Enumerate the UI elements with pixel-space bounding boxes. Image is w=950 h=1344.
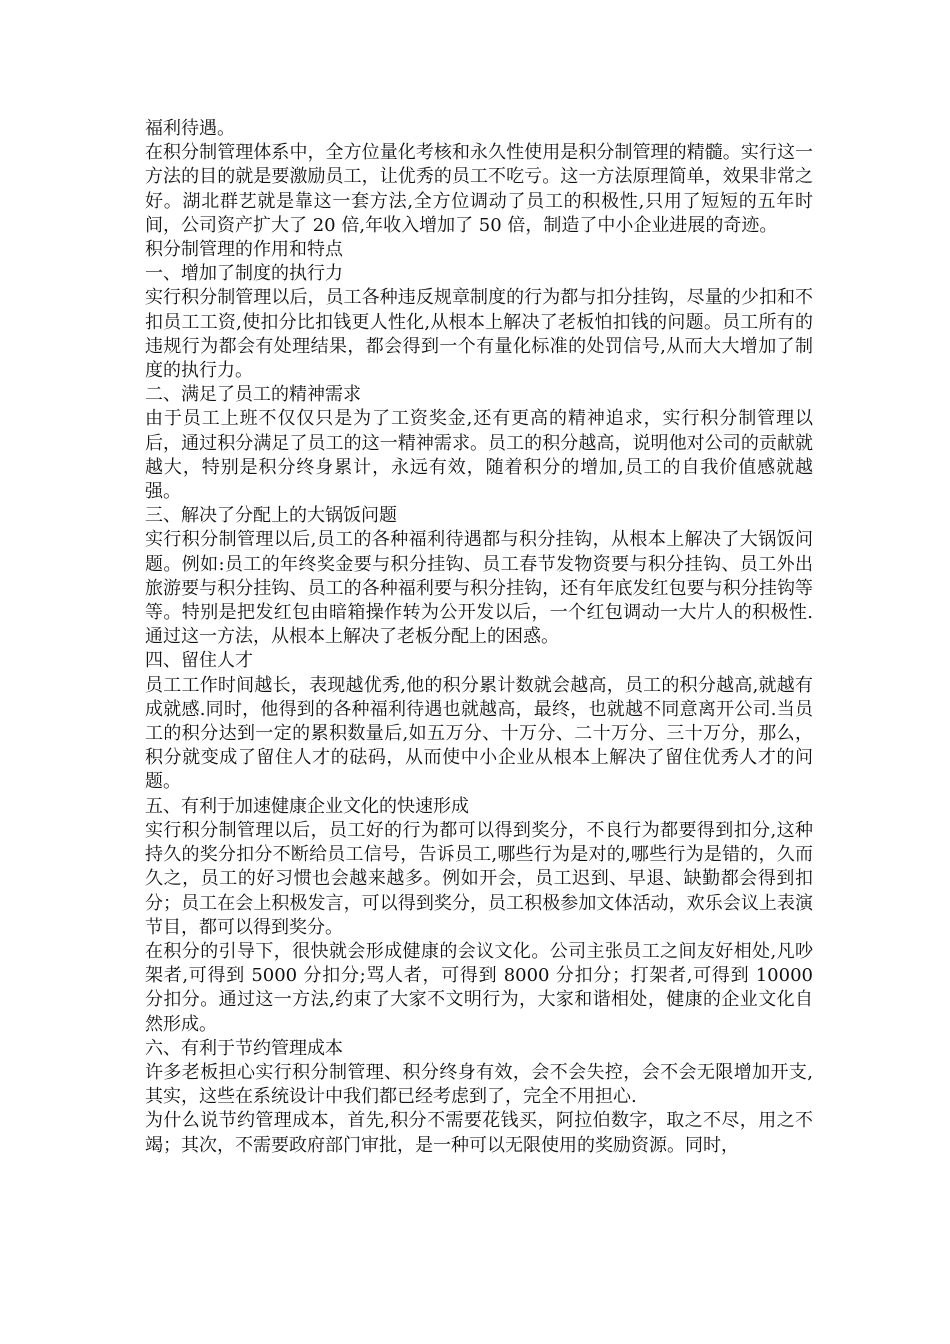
paragraph: 许多老板担心实行积分制管理、积分终身有效，会不会失控，会不会无限增加开支,其实，这些在系统设计中我们都已经考虑到了，完全不用担心. (145, 1061, 813, 1108)
paragraph: 实行积分制管理以后，员工各种违反规章制度的行为都与扣分挂钩，尽量的少扣和不扣员工工资,使扣分比扣钱更人性化,从根本上解决了老板怕扣钱的问题。员工所有的违规行为都会有处理结果，都会得到一个有量化标准的处罚信号,从而大大增加了制度的执行力。 (145, 287, 813, 382)
section-heading: 一、增加了制度的执行力 (145, 263, 343, 285)
paragraph: 在积分制管理体系中，全方位量化考核和永久性使用是积分制管理的精髓。实行这一方法的目的就是要激励员工，让优秀的员工不吃亏。这一方法原理简单，效果非常之好。湖北群艺就是靠这一套方法,全方位调动了员工的积极性,只用了短短的五年时间，公司资产扩大了 20 倍,年收入增加了 50 倍，制造了中小企业进展的奇迹。 (145, 142, 813, 236)
section-heading: 六、有利于节约管理成本 (145, 1037, 343, 1059)
section-heading: 积分制管理的作用和特点 (145, 239, 343, 261)
paragraph: 实行积分制管理以后，员工好的行为都可以得到奖分，不良行为都要得到扣分,这种持久的奖分扣分不断给员工信号，告诉员工,哪些行为是对的,哪些行为是错的，久而久之，员工的好习惯也会越来越多。例如开会，员工迟到、早退、缺勤都会得到扣分；员工在会上积极发言，可以得到奖分，员工积极参加文体活动，欢乐会议上表演节目，都可以得到奖分。 (145, 819, 813, 938)
paragraph: 福利待遇。 (145, 118, 235, 139)
paragraph: 在积分的引导下，很快就会形成健康的会议文化。公司主张员工之间友好相处,凡吵架者,可得到 5000 分扣分;骂人者，可得到 8000 分扣分；打架者,可得到 10000 分扣分。通过这一方法,约束了大家不文明行为，大家和谐相处，健康的企业文化自然形成。 (145, 940, 813, 1035)
paragraph: 员工工作时间越长，表现越优秀,他的积分累计数就会越高，员工的积分越高,就越有成就感.同时，他得到的各种福利待遇也就越高，最终，也就越不同意离开公司.当员工的积分达到一定的累积数量后,如五万分、十万分、二十万分、三十万分，那么，积分就变成了留住人才的砝码，从而使中小企业从根本上解决了留住优秀人才的问题。 (145, 674, 813, 793)
section-heading: 四、留住人才 (145, 650, 253, 672)
section-heading: 二、满足了员工的精神需求 (145, 384, 361, 406)
section-heading: 三、解决了分配上的大锅饭问题 (145, 505, 397, 527)
paragraph: 由于员工上班不仅仅只是为了工资奖金,还有更高的精神追求，实行积分制管理以后，通过积分满足了员工的这一精神需求。员工的积分越高，说明他对公司的贡献就越大，特别是积分终身累计，永远有效，随着积分的增加,员工的自我价值感就越强。 (145, 408, 813, 503)
section-heading: 五、有利于加速健康企业文化的快速形成 (145, 795, 469, 817)
document-page (145, 117, 813, 1158)
paragraph: 为什么说节约管理成本，首先,积分不需要花钱买，阿拉伯数字，取之不尽，用之不竭；其次，不需要政府部门审批，是一种可以无限使用的奖励资源。同时， (145, 1110, 813, 1156)
paragraph: 实行积分制管理以后,员工的各种福利待遇都与积分挂钩，从根本上解决了大锅饭问题。例如:员工的年终奖金要与积分挂钩、员工春节发物资要与积分挂钩、员工外出旅游要与积分挂钩、员工的各种福利要与积分挂钩，还有年底发红包要与积分挂钩等等。特别是把发红包由暗箱操作转为公开发以后，一个红包调动一大片人的积极性.通过这一方法，从根本上解决了老板分配上的困惑。 (145, 529, 813, 648)
